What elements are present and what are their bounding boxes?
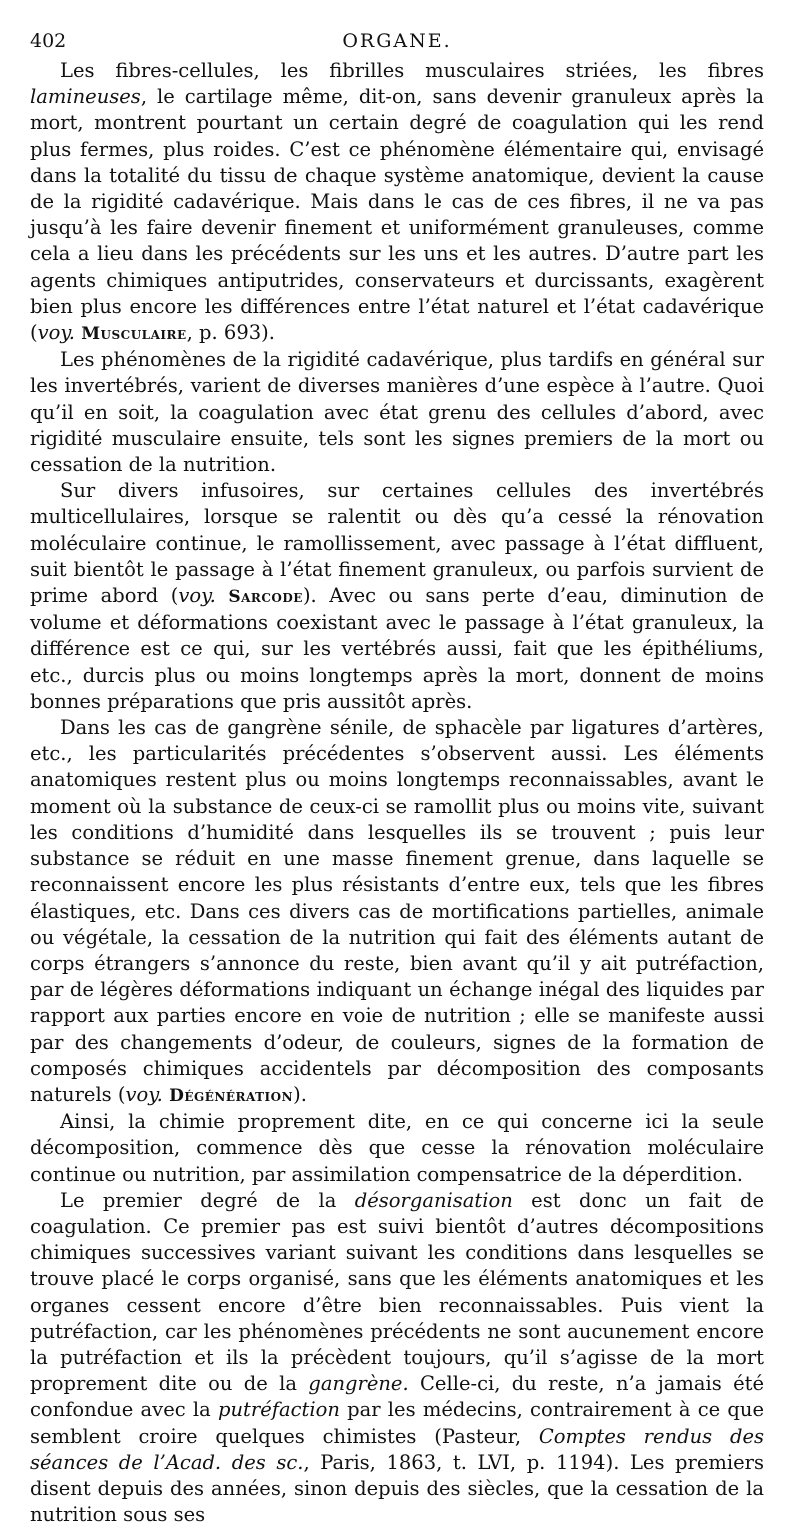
italic-text: lamineuses — [30, 85, 141, 109]
small-caps-reference: Sarcode — [228, 587, 303, 608]
italic-text: désorganisation — [354, 1188, 513, 1212]
text-run: , p. 693). — [186, 321, 275, 345]
running-head: ORGANE. — [342, 30, 452, 52]
text-run: , le cartilage même, dit-on, sans devenir granuleux après la mort, montrent pourtant un certain degré de coagulation qui les rend plus fermes, plus roides. C’est ce phénomène élémentaire qui, envisagé dans la totalité du tissu de chaque système anatomique, devient la cause de la rigidité cadavérique. Mais dans le cas de ces fibres, il ne va pas jusqu’à les faire devenir finement et uniformément granuleuses, comme cela a lieu dans les précédents sur les uns et les autres. D’autre part les agents chimiques antiputrides, conservateurs et durcissants, exagèrent bien plus encore les différences entre l’état naturel et l’état cadavérique ( — [30, 85, 764, 345]
paragraph — [30, 347, 764, 478]
body-text — [30, 58, 764, 1528]
text-run: Les phénomènes de la rigidité cadavérique, plus tardifs en général sur les invertébrés, varient de diverses manières d’une espèce à l’autre. Quoi qu’il en soit, la coagulation avec état grenu des cellules d’abord, avec rigidité musculaire ensuite, tels sont les signes premiers de la mort ou cessation de la nutrition. — [30, 348, 764, 477]
text-run: Sur divers infusoires, sur certaines cellules des invertébrés multicellulaires, lorsque se ralentit ou dès qu’a cessé la rénovation moléculaire continue, le ramollissement, avec passage à l’état diffluent, suit bientôt le passage à l’état finement granuleux, ou parfois survient de prime abord ( — [30, 479, 764, 608]
text-run: Les fibres-cellules, les fibrilles musculaires striées, les fibres — [60, 59, 764, 82]
paragraph — [30, 58, 764, 347]
small-caps-reference: Musculaire — [81, 324, 187, 345]
italic-text: gangrène. — [308, 1372, 409, 1396]
text-run: ). — [293, 1082, 307, 1106]
text-run: ). Avec ou sans perte d’eau, diminution de volume et déformations coexistant avec le passage à l’état granuleux, la différence est ce qui, sur les vertébrés aussi, fait que les épithéliums, etc., durcis plus ou moins longtemps après la mort, donnent de moins bonnes préparations que pris aussitôt après. — [30, 584, 764, 713]
italic-text: Comptes rendus des séances de l’Acad. des sc. — [30, 1424, 764, 1474]
italic-text: voy. — [125, 1082, 163, 1106]
italic-text: voy. — [178, 584, 216, 608]
small-caps-reference: Dégénération — [169, 1085, 294, 1106]
page-header — [30, 26, 764, 54]
text-run: Le premier degré de la — [60, 1188, 355, 1212]
paragraph — [30, 1188, 764, 1528]
paragraph — [30, 715, 764, 1109]
page-number: 402 — [30, 30, 67, 52]
text-run: Celle-ci, du reste, n’a jamais été confondue avec la — [30, 1372, 764, 1422]
paragraph — [30, 1109, 764, 1188]
italic-text: voy. — [37, 321, 75, 345]
text-run — [216, 584, 229, 607]
paragraph — [30, 478, 764, 715]
text-run: , Paris, 1863, t. LVI, p. 1194). Les premiers disent depuis des années, sinon depuis des siècles, que la cessation de la nutrition sous ses — [30, 1450, 765, 1527]
text-run: par les médecins, contrairement à ce que semblent croire quelques chimistes (Pasteur, — [30, 1398, 764, 1448]
italic-text: putréfaction — [218, 1398, 340, 1422]
text-run: Ainsi, la chimie proprement dite, en ce qui concerne ici la seule décomposition, commence dès que cesse la rénovation moléculaire continue ou nutrition, par assimilation compensatrice de la déperdition. — [30, 1110, 764, 1186]
text-run: est donc un fait de coagulation. Ce premier pas est suivi bientôt d’autres décompositions chimiques successives variant suivant les conditions dans lesquelles se trouve placé le corps organisé, sans que les éléments anatomiques et les organes cessent encore d’être bien reconnaissables. Puis vient la putréfaction, car les phénomènes précédents ne sont aucunement encore la putréfaction et ils la précèdent toujours, qu’il s’agisse de la mort proprement dite ou de la — [30, 1188, 764, 1396]
text-run: Dans les cas de gangrène sénile, de sphacèle par ligatures d’artères, etc., les particularités précédentes s’observent aussi. Les éléments anatomiques restent plus ou moins longtemps reconnaissables, avant le moment où la substance de ceux-ci se ramollit plus ou moins vite, suivant les conditions d’humidité dans lesquelles ils se trouvent ; puis leur substance se réduit en une masse finement grenue, dans laquelle se reconnaissent encore les plus résistants d’entre eux, tels que les fibres élastiques, etc. Dans ces divers cas de mortifications partielles, animale ou végétale, la cessation de la nutrition qui fait des éléments autant de corps étrangers s’annonce du reste, bien avant qu’il y ait putréfaction, par de légères déformations indiquant un échange inégal des liquides par rapport aux parties encore en voie de nutrition ; elle se manifeste aussi par des changements d’odeur, de couleurs, signes de la formation de composés chimiques accidentels par décomposition des composants naturels ( — [30, 716, 764, 1106]
